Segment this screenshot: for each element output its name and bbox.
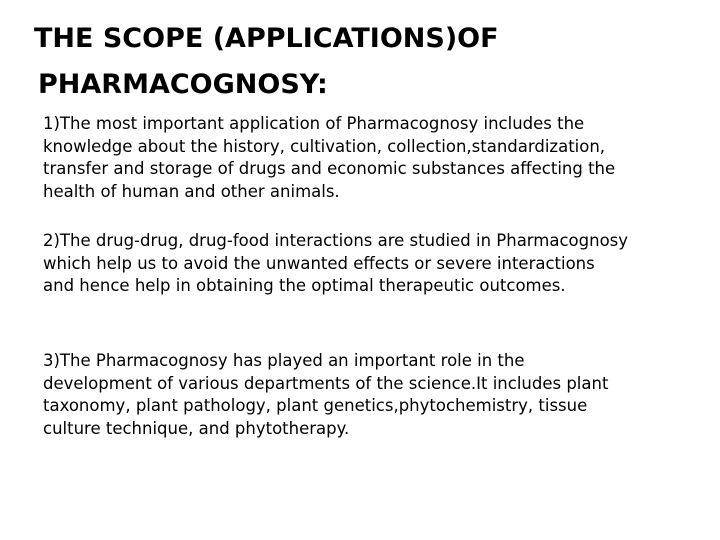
paragraph-line: taxonomy, plant pathology, plant genetics,phytochemistry, tissue — [43, 396, 588, 415]
paragraph-line: culture technique, and phytotherapy. — [43, 418, 350, 438]
paragraph-line: transfer and storage of drugs and economic substances affecting the — [43, 159, 616, 178]
paragraph-line: 3)The Pharmacognosy has played an important role in the — [43, 351, 525, 370]
paragraph-line: which help us to avoid the unwanted effects or severe interactions — [43, 253, 595, 273]
paragraph-1 — [43, 113, 703, 203]
paragraph-line: health of human and other animals. — [43, 181, 340, 201]
paragraph-2 — [43, 230, 703, 298]
paragraph-line: and hence help in obtaining the optimal therapeutic outcomes. — [43, 276, 566, 295]
paragraph-line: development of various departments of the science.It includes plant — [43, 373, 609, 393]
title-line: THE SCOPE (APPLICATIONS)OF — [34, 23, 499, 54]
paragraph-line: knowledge about the history, cultivation, collection,standardization, — [43, 136, 606, 156]
paragraph-3 — [43, 350, 703, 440]
slide-title — [34, 16, 694, 108]
paragraph-line: 2)The drug-drug, drug-food interactions are studied in Pharmacognosy — [43, 231, 629, 250]
title-line: PHARMACOGNOSY: — [38, 69, 328, 100]
paragraph-line: 1)The most important application of Pharmacognosy includes the — [43, 114, 585, 133]
